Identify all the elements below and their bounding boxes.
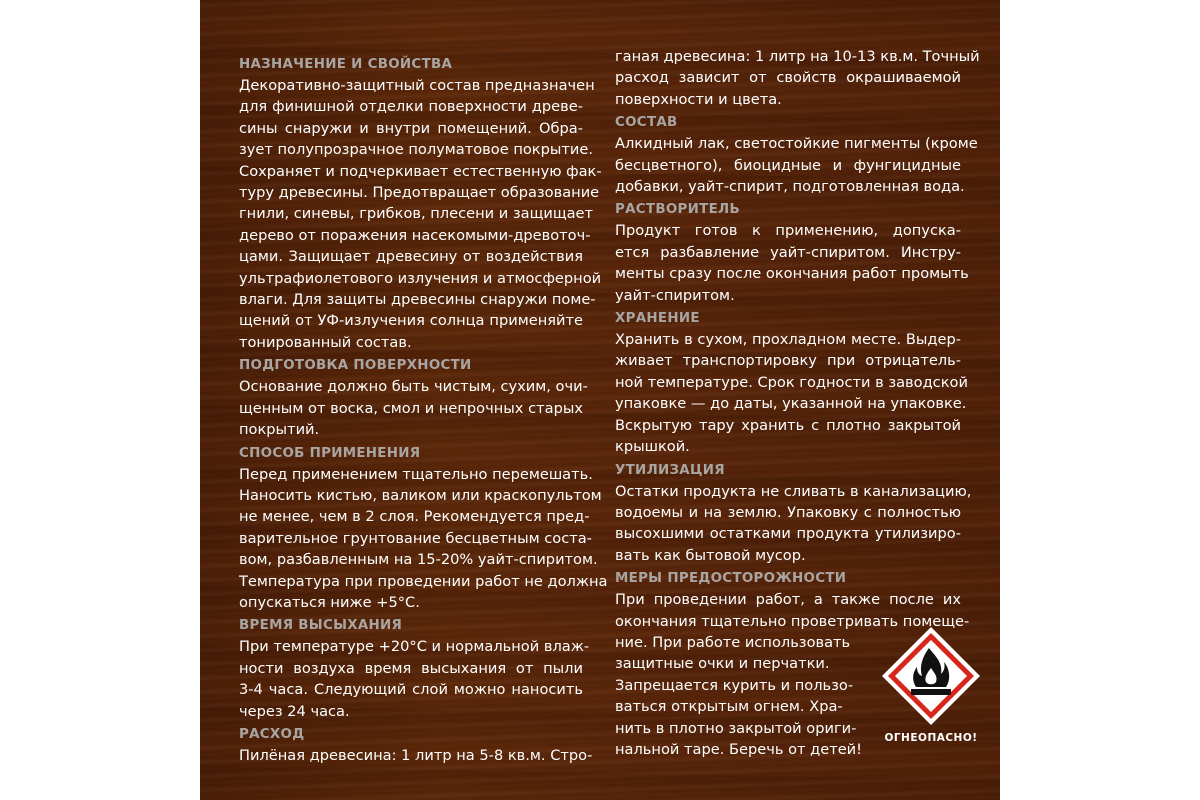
text-line: гнили, синевы, грибков, плесени и защищает [239,205,593,223]
text-line: нить в плотно закрытой ориги- [615,719,857,737]
section-title: НАЗНАЧЕНИЕ И СВОЙСТВА [239,57,453,72]
text-line: Продукт готов к применению, допуска- [615,222,961,240]
text-line: 3-4 часа. Следующий слой можно наносить [239,681,583,699]
text-line: Наносить кистью, валиком или краскопультом [239,486,602,504]
text-line: опускаться ниже +5°С. [239,593,420,611]
text-line: упаковке — до даты, указанной на упаковке. [615,395,967,413]
flame-icon [879,624,983,728]
text-line: туру древесины. Предотвращает образование [239,184,600,202]
text-line: поверхности и цвета. [615,90,782,108]
section-title: СОСТАВ [615,115,678,131]
text-line: При проведении работ, а также после их [615,591,961,609]
section-title: МЕРЫ ПРЕДОСТОРОЖНОСТИ [615,571,847,587]
text-line: ной температуре. Срок годности в заводской [615,373,968,391]
left-column [239,52,608,766]
text-line: добавки, уайт-спирит, подготовленная вода. [615,178,965,196]
text-line: сины снаружи и внутри помещений. Обра- [239,119,583,137]
text-line: водоемы и на землю. Упаковку с полностью [615,503,961,521]
text-line: ваться открытым огнем. Хра- [615,698,843,716]
text-line: Алкидный лак, светостойкие пигменты (кроме [615,135,978,153]
text-line: ние. При работе использовать [615,633,851,651]
section-title: РАСТВОРИТЕЛЬ [615,202,740,218]
text-line: Запрещается курить и пользо- [615,676,854,694]
text-line: защитные очки и перчатки. [615,655,830,673]
text-line: ганая древесина: 1 литр на 10-13 кв.м. Точный [615,48,980,65]
text-line: живает транспортировку при отрицатель- [615,352,961,370]
section-title: ХРАНЕНИЕ [615,311,700,327]
section-title: ПОДГОТОВКА ПОВЕРХНОСТИ [239,358,472,374]
text-line: зует полупрозрачное полуматовое покрытие. [239,141,593,159]
text-line: расход зависит от свойств окрашиваемой [615,69,961,87]
text-line: Хранить в сухом, прохладном месте. Выдер- [615,331,961,349]
text-line: высохшими остатками продукта утилизиро- [615,525,961,543]
hazard-label: ОГНЕОПАСНО! [884,732,978,744]
text-line: цами. Защищает древесину от воздействия [239,248,583,266]
section-title: РАСХОД [239,726,305,742]
text-line: ности воздуха время высыхания от пыли [239,659,583,677]
text-line: для финишной отделки поверхности древе- [239,98,583,116]
hazard-pictogram [875,624,987,744]
text-line: Температура при проведении работ не должна [239,572,608,590]
text-line: Перед применением тщательно перемешать. [239,465,593,483]
section-title: ВРЕМЯ ВЫСЫХАНИЯ [239,618,403,634]
text-line: дерево от поражения насекомыми-древоточ- [239,226,591,244]
text-line: бесцветного), биоцидные и фунгицидные [615,156,961,174]
text-line: крышкой. [615,438,690,456]
text-line: При температуре +20°С и нормальной влаж- [239,638,590,656]
text-line: ется разбавление уайт-спиритом. Инстру- [615,243,961,261]
text-line: Пилёная древесина: 1 литр на 5-8 кв.м. Стро- [239,746,593,764]
text-line: щенным от воска, смол и непрочных старых [239,399,583,417]
text-line: не менее, чем в 2 слоя. Рекомендуется пред- [239,508,590,526]
text-line: вать как бытовой мусор. [615,546,806,564]
text-line: влаги. Для защиты древесины снаружи поме- [239,291,596,309]
text-line: Декоративно-защитный состав предназначен [239,77,595,94]
text-line: нальной таре. Беречь от детей! [615,740,863,758]
text-line: вом, разбавленным на 15-20% уайт-спиритом. [239,551,598,569]
text-line: щений от УФ-излучения солнца применяйте [239,312,583,330]
text-line: Сохраняет и подчеркивает естественную фак- [239,162,602,180]
text-line: Остатки продукта не сливать в канализацию, [615,482,972,500]
text-line: уайт-спиритом. [615,286,735,304]
text-line: Вскрытую тару хранить с плотно закрытой [615,416,961,434]
text-line: менты сразу после окончания работ промыть [615,265,969,283]
text-line: покрытий. [239,421,320,439]
text-line: Основание должно быть чистым, сухим, очи- [239,378,588,396]
text-line: через 24 часа. [239,702,350,720]
section-title: СПОСОБ ПРИМЕНЕНИЯ [239,445,421,461]
text-line: окончания тщательно проветривать помеще- [615,612,970,630]
text-line: тонированный состав. [239,333,412,351]
section-title: УТИЛИЗАЦИЯ [615,462,725,478]
label-panel [200,0,1000,800]
text-line: ультрафиолетового излучения и атмосферной [239,269,602,287]
text-line: варительное грунтование бесцветным соста- [239,529,592,547]
